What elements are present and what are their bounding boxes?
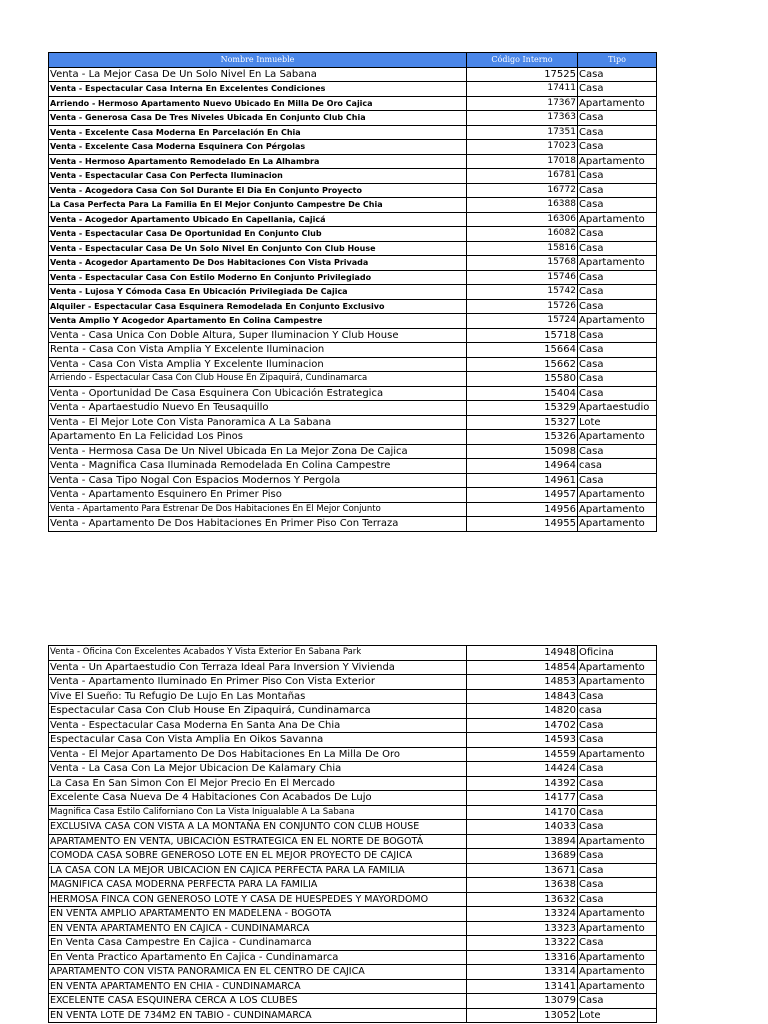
table-row (49, 950, 657, 965)
code-cell: 13316 (467, 950, 578, 965)
code-cell: 17018 (467, 154, 578, 169)
type-cell: Apartamento (578, 212, 657, 227)
code-cell: 14424 (467, 762, 578, 777)
code-cell: 13632 (467, 892, 578, 907)
property-name-cell: EN VENTA APARTAMENTO EN CAJICA - CUNDINAMARCA (49, 921, 467, 936)
type-cell: Apartamento (578, 834, 657, 849)
property-name-cell: Venta - Espectacular Casa Con Perfecta Iluminacion (49, 169, 467, 184)
table-row (49, 646, 657, 661)
code-cell: 15580 (467, 372, 578, 387)
property-name-cell: En Venta Casa Campestre En Cajica - Cundinamarca (49, 936, 467, 951)
type-cell: Apartamento (578, 965, 657, 980)
table-row (49, 892, 657, 907)
code-cell: 13671 (467, 863, 578, 878)
type-cell: Casa (578, 892, 657, 907)
code-cell: 15327 (467, 415, 578, 430)
code-cell: 17411 (467, 82, 578, 97)
property-name-cell: Venta - Generosa Casa De Tres Niveles Ubicada En Conjunto Club Chia (49, 111, 467, 126)
property-name-cell: Arriendo - Espectacular Casa Con Club House En Zipaquirá, Cundinamarca (49, 372, 467, 387)
code-cell: 13141 (467, 979, 578, 994)
code-cell: 17525 (467, 67, 578, 82)
code-cell: 15664 (467, 343, 578, 358)
property-name-cell: Venta - Apartaestudio Nuevo En Teusaquillo (49, 401, 467, 416)
type-cell: Casa (578, 820, 657, 835)
type-cell: Casa (578, 849, 657, 864)
code-cell: 16772 (467, 183, 578, 198)
code-cell: 14702 (467, 718, 578, 733)
type-cell: Casa (578, 67, 657, 82)
code-cell: 14593 (467, 733, 578, 748)
code-cell: 15724 (467, 314, 578, 329)
code-cell: 13079 (467, 994, 578, 1009)
property-name-cell: La Casa En San Simon Con El Mejor Precio En El Mercado (49, 776, 467, 791)
property-name-cell: Venta - Excelente Casa Moderna En Parcelación En Chia (49, 125, 467, 140)
type-cell: Apartamento (578, 314, 657, 329)
header-code: Código Interno (467, 53, 578, 68)
code-cell: 15768 (467, 256, 578, 271)
header-type: Tipo (578, 53, 657, 68)
property-name-cell: Venta - Espectacular Casa Interna En Excelentes Condiciones (49, 82, 467, 97)
table-row (49, 517, 657, 532)
code-cell: 15718 (467, 328, 578, 343)
property-name-cell: La Casa Perfecta Para La Familia En El Mejor Conjunto Campestre De Chia (49, 198, 467, 213)
table-row (49, 169, 657, 184)
table-row (49, 849, 657, 864)
property-name-cell: Venta - Un Apartaestudio Con Terraza Ideal Para Inversion Y Vivienda (49, 660, 467, 675)
property-name-cell: Venta - El Mejor Lote Con Vista Panoramica A La Sabana (49, 415, 467, 430)
property-name-cell: EXCLUSIVA CASA CON VISTA A LA MONTAÑA EN CONJUNTO CON CLUB HOUSE (49, 820, 467, 835)
code-cell: 15726 (467, 299, 578, 314)
property-name-cell: Espectacular Casa Con Vista Amplia En Oikos Savanna (49, 733, 467, 748)
type-cell: Lote (578, 1008, 657, 1023)
type-cell: Apartamento (578, 502, 657, 517)
code-cell: 15326 (467, 430, 578, 445)
table-row (49, 747, 657, 762)
property-name-cell: Vive El Sueño: Tu Refugio De Lujo En Las Montañas (49, 689, 467, 704)
property-name-cell: EXCELENTE CASA ESQUINERA CERCA A LOS CLUBES (49, 994, 467, 1009)
table-row (49, 776, 657, 791)
type-cell: Oficina (578, 646, 657, 661)
code-cell: 15098 (467, 444, 578, 459)
type-cell: Apartamento (578, 921, 657, 936)
property-name-cell: Venta - Casa Con Vista Amplia Y Excelente Iluminacion (49, 357, 467, 372)
table-row (49, 791, 657, 806)
table-row (49, 386, 657, 401)
property-name-cell: Venta - Oportunidad De Casa Esquinera Con Ubicación Estrategica (49, 386, 467, 401)
table-row (49, 328, 657, 343)
table-row (49, 488, 657, 503)
table-row (49, 401, 657, 416)
code-cell: 16306 (467, 212, 578, 227)
type-cell: Casa (578, 994, 657, 1009)
table-row (49, 733, 657, 748)
code-cell: 14177 (467, 791, 578, 806)
property-name-cell: Alquiler - Espectacular Casa Esquinera Remodelada En Conjunto Exclusivo (49, 299, 467, 314)
property-name-cell: HERMOSA FINCA CON GENEROSO LOTE Y CASA DE HUESPEDES Y MAYORDOMO (49, 892, 467, 907)
code-cell: 17023 (467, 140, 578, 155)
type-cell: Casa (578, 169, 657, 184)
code-cell: 14820 (467, 704, 578, 719)
type-cell: Apartamento (578, 256, 657, 271)
table-row (49, 256, 657, 271)
type-cell: Casa (578, 718, 657, 733)
property-name-cell: Venta - Apartamento De Dos Habitaciones En Primer Piso Con Terraza (49, 517, 467, 532)
code-cell: 14955 (467, 517, 578, 532)
code-cell: 13894 (467, 834, 578, 849)
code-cell: 13314 (467, 965, 578, 980)
type-cell: Casa (578, 125, 657, 140)
type-cell: Apartaestudio (578, 401, 657, 416)
table-row (49, 834, 657, 849)
table-row (49, 979, 657, 994)
code-cell: 15329 (467, 401, 578, 416)
property-name-cell: Venta - Excelente Casa Moderna Esquinera Con Pérgolas (49, 140, 467, 155)
code-cell: 17363 (467, 111, 578, 126)
code-cell: 15816 (467, 241, 578, 256)
table-row (49, 125, 657, 140)
type-cell: Casa (578, 863, 657, 878)
property-name-cell: Venta - Casa Tipo Nogal Con Espacios Modernos Y Pergola (49, 473, 467, 488)
property-name-cell: Apartamento En La Felicidad Los Pinos (49, 430, 467, 445)
code-cell: 14843 (467, 689, 578, 704)
table-row (49, 762, 657, 777)
type-cell: Casa (578, 386, 657, 401)
type-cell: Casa (578, 140, 657, 155)
property-name-cell: Venta Amplio Y Acogedor Apartamento En Colina Campestre (49, 314, 467, 329)
code-cell: 16781 (467, 169, 578, 184)
table-row (49, 820, 657, 835)
property-name-cell: Venta - El Mejor Apartamento De Dos Habitaciones En La Milla De Oro (49, 747, 467, 762)
header-row (49, 53, 657, 68)
type-cell: Apartamento (578, 154, 657, 169)
property-name-cell: Venta - Espectacular Casa De Oportunidad En Conjunto Club (49, 227, 467, 242)
table-row (49, 372, 657, 387)
type-cell: Apartamento (578, 96, 657, 111)
table-row (49, 660, 657, 675)
type-cell: Casa (578, 372, 657, 387)
type-cell: Casa (578, 82, 657, 97)
type-cell: Casa (578, 936, 657, 951)
table-row (49, 502, 657, 517)
table-row (49, 140, 657, 155)
code-cell: 14948 (467, 646, 578, 661)
type-cell: Apartamento (578, 747, 657, 762)
type-cell: Casa (578, 805, 657, 820)
code-cell: 13689 (467, 849, 578, 864)
table-row (49, 878, 657, 893)
type-cell: Casa (578, 328, 657, 343)
code-cell: 15746 (467, 270, 578, 285)
table-row (49, 718, 657, 733)
property-name-cell: Espectacular Casa Con Club House En Zipaquirá, Cundinamarca (49, 704, 467, 719)
property-name-cell: EN VENTA AMPLIO APARTAMENTO EN MADELENA - BOGOTA (49, 907, 467, 922)
table-row (49, 965, 657, 980)
code-cell: 14170 (467, 805, 578, 820)
property-name-cell: Venta - Apartamento Iluminado En Primer Piso Con Vista Exterior (49, 675, 467, 690)
code-cell: 16388 (467, 198, 578, 213)
type-cell: Casa (578, 878, 657, 893)
table-row (49, 343, 657, 358)
table-row (49, 444, 657, 459)
property-name-cell: EN VENTA APARTAMENTO EN CHIA - CUNDINAMARCA (49, 979, 467, 994)
code-cell: 15742 (467, 285, 578, 300)
type-cell: Casa (578, 473, 657, 488)
code-cell: 13052 (467, 1008, 578, 1023)
type-cell: Casa (578, 733, 657, 748)
table-row (49, 805, 657, 820)
code-cell: 15404 (467, 386, 578, 401)
type-cell: Lote (578, 415, 657, 430)
type-cell: Apartamento (578, 675, 657, 690)
table-row (49, 1008, 657, 1023)
property-name-cell: LA CASA CON LA MEJOR UBICACION EN CAJICA PERFECTA PARA LA FAMILIA (49, 863, 467, 878)
table-row (49, 704, 657, 719)
table-row (49, 430, 657, 445)
type-cell: Casa (578, 791, 657, 806)
property-name-cell: Excelente Casa Nueva De 4 Habitaciones Con Acabados De Lujo (49, 791, 467, 806)
property-name-cell: APARTAMENTO EN VENTA, UBICACIÓN ESTRATEGICA EN EL NORTE DE BOGOTÁ (49, 834, 467, 849)
code-cell: 14957 (467, 488, 578, 503)
table-row (49, 285, 657, 300)
property-name-cell: Venta - La Mejor Casa De Un Solo Nivel En La Sabana (49, 67, 467, 82)
code-cell: 15662 (467, 357, 578, 372)
property-name-cell: Venta - Espectacular Casa Con Estilo Moderno En Conjunto Privilegiado (49, 270, 467, 285)
table-row (49, 154, 657, 169)
code-cell: 13323 (467, 921, 578, 936)
code-cell: 13638 (467, 878, 578, 893)
code-cell: 14853 (467, 675, 578, 690)
type-cell: Casa (578, 444, 657, 459)
type-cell: Casa (578, 198, 657, 213)
type-cell: Apartamento (578, 430, 657, 445)
property-name-cell: Venta - Lujosa Y Cómoda Casa En Ubicación Privilegiada De Cajica (49, 285, 467, 300)
code-cell: 14964 (467, 459, 578, 474)
table-row (49, 198, 657, 213)
table-row (49, 314, 657, 329)
table-row (49, 111, 657, 126)
type-cell: casa (578, 704, 657, 719)
table-row (49, 863, 657, 878)
table-row (49, 82, 657, 97)
property-name-cell: COMODA CASA SOBRE GENEROSO LOTE EN EL MEJOR PROYECTO DE CAJICA (49, 849, 467, 864)
code-cell: 17367 (467, 96, 578, 111)
table-row (49, 270, 657, 285)
property-name-cell: Venta - Acogedor Apartamento Ubicado En Capellania, Cajicá (49, 212, 467, 227)
property-name-cell: Venta - Oficina Con Excelentes Acabados Y Vista Exterior En Sabana Park (49, 646, 467, 661)
type-cell: Casa (578, 227, 657, 242)
property-name-cell: Venta - Apartamento Para Estrenar De Dos Habitaciones En El Mejor Conjunto (49, 502, 467, 517)
type-cell: Casa (578, 776, 657, 791)
table-row (49, 921, 657, 936)
property-name-cell: Arriendo - Hermoso Apartamento Nuevo Ubicado En Milla De Oro Cajica (49, 96, 467, 111)
table-row (49, 459, 657, 474)
type-cell: Apartamento (578, 660, 657, 675)
code-cell: 14559 (467, 747, 578, 762)
table-row (49, 67, 657, 82)
property-name-cell: MAGNIFICA CASA MODERNA PERFECTA PARA LA FAMILIA (49, 878, 467, 893)
table-row (49, 96, 657, 111)
property-name-cell: Venta - Espectacular Casa De Un Solo Nivel En Conjunto Con Club House (49, 241, 467, 256)
table-row (49, 689, 657, 704)
table-row (49, 241, 657, 256)
type-cell: Casa (578, 299, 657, 314)
table-row (49, 357, 657, 372)
code-cell: 17351 (467, 125, 578, 140)
table-row (49, 473, 657, 488)
type-cell: Apartamento (578, 950, 657, 965)
type-cell: Casa (578, 241, 657, 256)
code-cell: 14956 (467, 502, 578, 517)
table-row (49, 936, 657, 951)
property-name-cell: Venta - Casa Unica Con Doble Altura, Super Iluminacion Y Club House (49, 328, 467, 343)
property-name-cell: Venta - Hermosa Casa De Un Nivel Ubicada En La Mejor Zona De Cajica (49, 444, 467, 459)
type-cell: Casa (578, 689, 657, 704)
table-row (49, 227, 657, 242)
code-cell: 16082 (467, 227, 578, 242)
property-name-cell: Renta - Casa Con Vista Amplia Y Excelente Iluminacion (49, 343, 467, 358)
table-row (49, 907, 657, 922)
property-name-cell: Venta - Acogedora Casa Con Sol Durante El Dia En Conjunto Proyecto (49, 183, 467, 198)
type-cell: Apartamento (578, 517, 657, 532)
type-cell: Casa (578, 270, 657, 285)
table-row (49, 183, 657, 198)
type-cell: Apartamento (578, 488, 657, 503)
header-name: Nombre Inmueble (49, 53, 467, 68)
property-name-cell: En Venta Practico Apartamento En Cajica - Cundinamarca (49, 950, 467, 965)
property-name-cell: Venta - Magnifica Casa Iluminada Remodelada En Colina Campestre (49, 459, 467, 474)
code-cell: 13322 (467, 936, 578, 951)
type-cell: Casa (578, 343, 657, 358)
code-cell: 13324 (467, 907, 578, 922)
property-name-cell: Magnifica Casa Estilo Californiano Con La Vista Inigualable A La Sabana (49, 805, 467, 820)
property-name-cell: Venta - Apartamento Esquinero En Primer Piso (49, 488, 467, 503)
property-name-cell: Venta - Espectacular Casa Moderna En Santa Ana De Chia (49, 718, 467, 733)
property-name-cell: Venta - La Casa Con La Mejor Ubicacion De Kalamary Chia (49, 762, 467, 777)
property-name-cell: APARTAMENTO CON VISTA PANORAMICA EN EL CENTRO DE CAJICA (49, 965, 467, 980)
type-cell: Apartamento (578, 979, 657, 994)
table-row (49, 299, 657, 314)
code-cell: 14961 (467, 473, 578, 488)
type-cell: Casa (578, 183, 657, 198)
type-cell: Apartamento (578, 907, 657, 922)
type-cell: Casa (578, 762, 657, 777)
table-row (49, 415, 657, 430)
code-cell: 14392 (467, 776, 578, 791)
table-row (49, 675, 657, 690)
property-name-cell: Venta - Acogedor Apartamento De Dos Habitaciones Con Vista Privada (49, 256, 467, 271)
property-table-top (48, 52, 657, 532)
type-cell: casa (578, 459, 657, 474)
table-row (49, 994, 657, 1009)
property-name-cell: Venta - Hermoso Apartamento Remodelado En La Alhambra (49, 154, 467, 169)
type-cell: Casa (578, 285, 657, 300)
type-cell: Casa (578, 357, 657, 372)
type-cell: Casa (578, 111, 657, 126)
property-name-cell: EN VENTA LOTE DE 734M2 EN TABIO - CUNDINAMARCA (49, 1008, 467, 1023)
code-cell: 14854 (467, 660, 578, 675)
property-table-bottom (48, 645, 657, 1023)
table-row (49, 212, 657, 227)
code-cell: 14033 (467, 820, 578, 835)
